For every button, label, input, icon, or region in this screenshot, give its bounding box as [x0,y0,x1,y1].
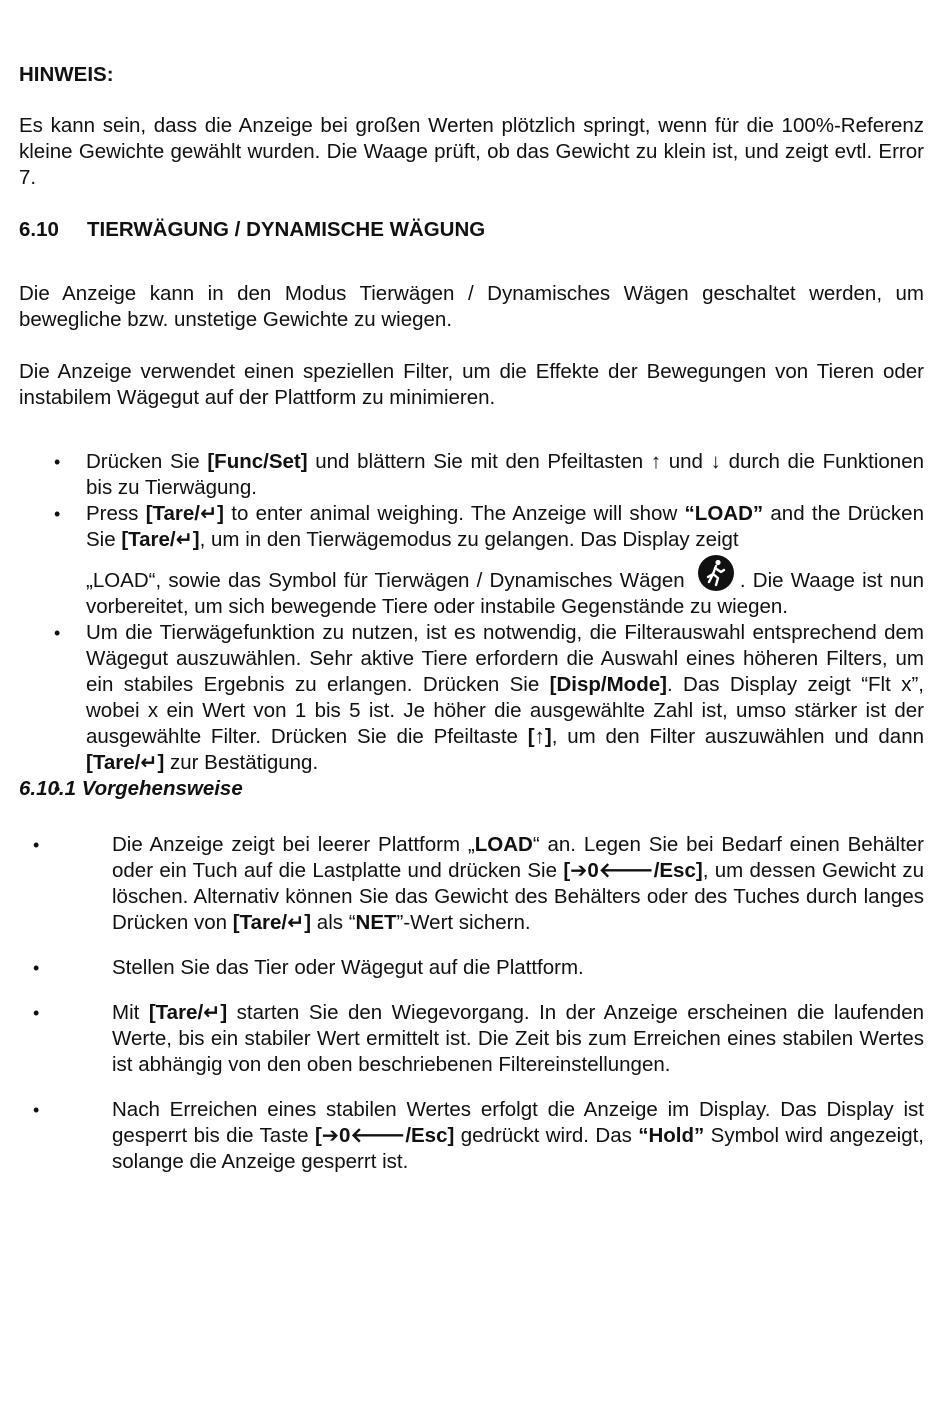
text-run: to enter animal weighing. The Anzeige will show [224,502,685,525]
text-run: als “ [311,911,356,934]
key-label: [Disp/Mode] [549,673,667,696]
running-figure-icon [694,553,738,593]
key-label: [↑] [527,725,552,748]
section-title: TIERWÄGUNG / DYNAMISCHE WÄGUNG [87,218,486,241]
key-label: [Tare/↵] [232,911,312,934]
list-item [19,449,924,501]
text-run: Symbol wird angezeigt, solange die Anzeige gesperrt ist. [112,1124,924,1173]
list-item [19,832,924,936]
list-item [19,501,924,620]
subsection-number: 6.10.1 [19,777,76,800]
text-run: , um in den Tierwägemodus zu gelangen. Das Display zeigt [199,528,739,551]
key-label: [Tare/↵] [86,751,165,774]
text-run: starten Sie den Wiegevorgang. In der Anzeige erscheinen die laufenden Werte, bis ein stabiler Wert ermittelt ist. Die Zeit bis zum Erreichen eines stabilen Wertes ist abhängig von den oben beschriebenen Filtereinstellungen. [112,1001,924,1076]
key-label: [Tare/↵] [145,502,224,525]
key-label: [➔0🡐/Esc] [563,859,703,882]
text-run: Press [86,502,146,525]
display-text: NET [355,911,397,934]
display-text: “LOAD” [684,502,764,525]
text-run: „LOAD“, sowie das Symbol für Tierwägen / Dynamisches Wägen [86,569,692,592]
section-number: 6.10 [19,218,59,241]
text-run: Um die Tierwägefunktion zu nutzen, ist es notwendig, die Filterauswahl entsprechend dem Wägegut auszuwählen. Sehr aktive Tiere erfordern die Auswahl eines höheren Filters, um ein stabiles Ergebnis zu erlangen. Drücken Sie [86,621,924,696]
list-item [19,955,924,981]
text-run: und blättern Sie mit den Pfeiltasten ↑ und ↓ durch die Funktionen bis zu Tierwägung. [86,450,925,499]
text-run: zur Bestätigung. [164,751,319,774]
key-label: [➔0🡐/Esc] [314,1124,455,1147]
text-run: . Die Waage ist nun vorbereitet, um sich bewegende Tiere oder instabile Gegenstände zu wiegen. [86,569,924,618]
list-item [19,1097,924,1175]
text-run: . Das Display zeigt “Flt x”, wobei x ein Wert von 1 bis 5 ist. Je höher die ausgewählte Zahl ist, umso stärker ist der ausgewählte Filter. Drücken Sie die Pfeiltaste [86,673,924,748]
key-label: [Tare/↵] [148,1001,228,1024]
display-text: LOAD [474,833,533,856]
text-run: and the Drücken Sie [86,502,924,551]
text-run: Mit [112,1001,149,1024]
text-run: “ an. Legen Sie bei Bedarf einen Behälter oder ein Tuch auf die Lastplatte und drücken Sie [112,833,924,882]
text-run: Die Anzeige zeigt bei leerer Plattform „ [112,833,475,856]
text-run: Nach Erreichen eines stabilen Wertes erfolgt die Anzeige im Display. Das Display ist gesperrt bis die Taste [112,1098,924,1147]
text-run: Drücken Sie [86,450,208,473]
document-page [19,62,924,1194]
key-label: [Tare/↵] [121,528,200,551]
list-item [19,1000,924,1078]
subsection-heading [19,776,924,802]
instruction-list [19,449,924,776]
section-paragraph-2: Die Anzeige verwendet einen speziellen Filter, um die Effekte der Bewegungen von Tieren oder instabilem Wägegut auf der Plattform zu minimieren. [19,360,924,409]
note-title: HINWEIS: [19,63,114,86]
section-paragraph-1: Die Anzeige kann in den Modus Tierwägen / Dynamisches Wägen geschaltet werden, um bewegliche bzw. unstetige Gewichte zu wiegen. [19,282,924,331]
text-run: , um dessen Gewicht zu löschen. Alternativ können Sie das Gewicht des Behälters oder des Tuches durch langes Drücken von [112,859,925,934]
list-item [19,620,924,776]
procedure-list [19,832,924,1175]
text-run: Stellen Sie das Tier oder Wägegut auf die Plattform. [112,956,584,979]
text-run: ”-Wert sichern. [396,911,531,934]
key-label: [Func/Set] [207,450,308,473]
note-text: Es kann sein, dass die Anzeige bei großen Werten plötzlich springt, wenn für die 100%-Referenz kleine Gewichte gewählt wurden. Die Waage prüft, ob das Gewicht zu klein ist, und zeigt evtl. Error 7. [19,114,924,189]
text-run: gedrückt wird. Das [454,1124,639,1147]
section-heading [19,217,924,243]
display-text: “Hold” [638,1124,705,1147]
subsection-title: Vorgehensweise [81,777,243,800]
text-run: , um den Filter auszuwählen und dann [551,725,924,748]
